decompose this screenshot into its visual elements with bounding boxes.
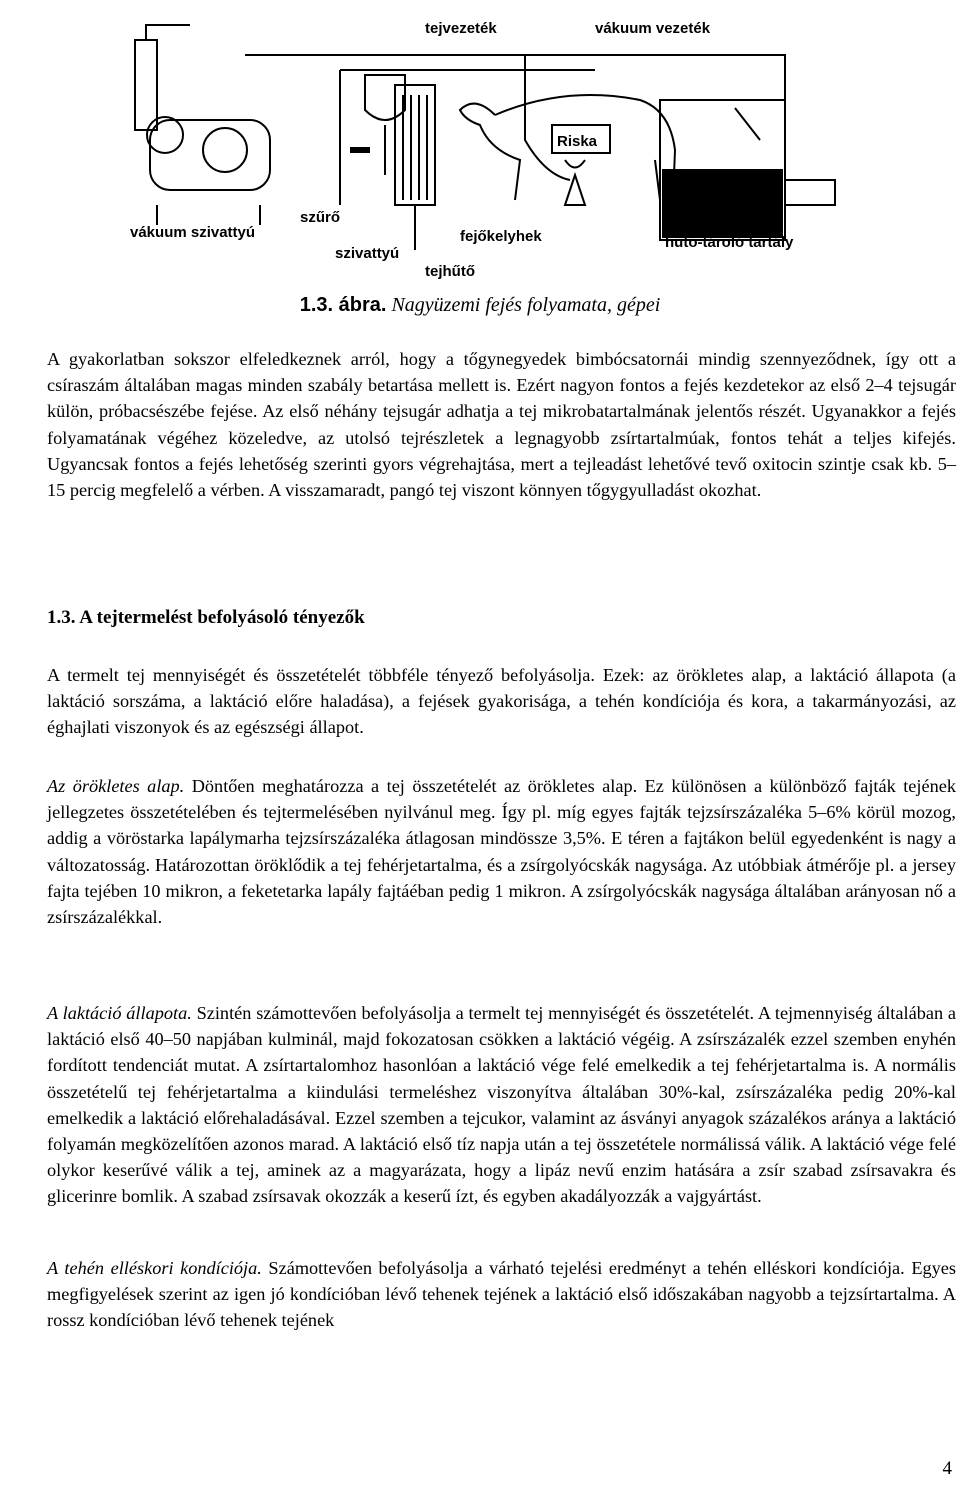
vacuum-pump-muffler	[135, 40, 157, 130]
caption-number: 1.3. ábra.	[299, 294, 387, 316]
paragraph-5-body: Számottevően befolyásolja a várható tejelési eredményt a tehén elléskori kondíciója. Egyes megfigyelések szerint az igen jó kondícióban lévő tehenek tejének a laktáció első időszakában nagyobb a tejzsírtartalma. A rossz kondícióban lévő tehenek tejének	[47, 1258, 956, 1331]
milking-system-diagram	[95, 0, 855, 290]
label-huto-tarolo: hűtő-tároló tartály	[665, 234, 794, 251]
vacuum-pump-tank	[150, 120, 270, 190]
label-vakuum-szivattyu: vákuum szivattyú	[130, 224, 256, 241]
paragraph-5-lead: A tehén elléskori kondíciója.	[47, 1258, 262, 1278]
label-vakuum-vezetek: vákuum vezeték	[595, 20, 711, 37]
paragraph-1-text: A gyakorlatban sokszor elfeledkeznek arról, hogy a tőgynegyedek bimbócsatornái mindig szennyeződnek, így ott a csíraszám általában magas minden szabály betartása mellett is. Ezért nagyon fontos a fejés kezdetekor az első 2–4 tejsugár külön, próbacsészébe fejése. Az első néhány tejsugár adhatja a tej mikrobatartalmának jelentős részét. Ugyanakkor a fejés folyamatának végéhez közeledve, az utolsó tejrészletek a legnagyobb zsírtartalmúak, fontos tehát a teljes kifejés. Ugyancsak fontos a fejés lehetőség szerinti gyors végrehajtása, mert a tejleadást lehetővé tevő oxitocin szintje csak kb. 5–15 percig megfelelő a vérben. A visszamaradt, pangó tej viszont könnyen tőgygyulladást okozhat.	[47, 349, 956, 501]
label-tejvezetek: tejvezeték	[425, 20, 497, 37]
label-tejhuto: tejhűtő	[425, 263, 475, 280]
label-szuro: szűrő	[300, 209, 341, 226]
paragraph-3-body: Döntően meghatározza a tej összetételét az örökletes alap. Ez különösen a különböző fajták tejének jellegzetes összetételében és tejtermelésében nyilvánul meg. Így pl. míg egyes fajták tejzsírszázaléka 5–6% körül mozog, addig a vöröstarka lapálymarha tejzsírszázaléka átlagosan mindössze 3,5%. E téren a fajtákon belül egyedenként is nagy a változatosság. Határozottan öröklődik a tej fehérjetartalma, és a zsírgolyócskák nagysága. Az utóbbiak átmérője pl. a jersey fajta tejében 10 mikron, a feketetarka lapály fajtáéban pedig 1 mikron. A zsírgolyócskák nagysága általában arányosan nő a zsírszázalékkal.	[47, 776, 956, 928]
label-szivattyu: szivattyú	[335, 245, 400, 262]
paragraph-1	[4, 346, 956, 503]
caption-title: Nagyüzemi fejés folyamata, gépei	[391, 294, 661, 316]
paragraph-3	[4, 773, 956, 930]
paragraph-2-text: A termelt tej mennyiségét és összetételét többféle tényező befolyásolja. Ezek: az örökletes alap, a laktáció állapota (a laktáció sorszáma, a laktáció előre haladása), a fejések gyakorisága, a tehén kondíciója és kora, a takarmányozási, az éghajlati viszonyok és az egészségi állapot.	[47, 665, 956, 738]
milk-cooler	[395, 85, 435, 205]
figure-caption	[0, 292, 960, 318]
paragraph-4-lead: A laktáció állapota.	[47, 1003, 192, 1023]
page-number: 4	[942, 1458, 952, 1479]
paragraph-5	[4, 1255, 956, 1334]
vacuum-pipe	[245, 55, 785, 100]
milk-receiver	[365, 75, 405, 120]
paragraph-4	[4, 1000, 956, 1210]
paragraph-4-body: Szintén számottevően befolyásolja a termelt tej mennyiségét és összetételét. A tejmennyiség általában a laktáció első 40–50 napjában kulminál, majd fokozatosan csökken a laktáció végéig. A zsírszázalék ezzel szemben enyhén fordított tendenciát mutat. A zsírtartalomhoz hasonlóan a laktáció vége felé emelkedik a tej fehérjetartalma is. A normális összetételű tej fehérjetartalma a kiindulási termeléshez viszonyítva általában 30%-kal, zsírszázaléka pedig 20%-kal emelkedik a laktáció előrehaladásával. Ezzel szemben a tejcukor, valamint az ásványi anyagok százalékos aránya a laktáció folyamán megközelítően azonos marad. A laktáció első tíz napja után a tej összetétele normálissá válik. A laktáció vége felé olykor keserűvé válik a tej, aminek az a magyarázata, hogy a lipáz nevű enzim hatására a zsír szabad zsírsavakra és glicerinre bomlik. A szabad zsírsavak okozzák a keserű ízt, és egyben akadályozzák a vajgyártást.	[47, 1003, 956, 1207]
label-fejokelyhek: fejőkelyhek	[460, 228, 542, 245]
label-riska: Riska	[557, 133, 598, 150]
section-heading: 1.3. A tejtermelést befolyásoló tényezők	[47, 607, 365, 628]
paragraph-2	[4, 662, 956, 741]
paragraph-3-lead: Az örökletes alap.	[47, 776, 185, 796]
